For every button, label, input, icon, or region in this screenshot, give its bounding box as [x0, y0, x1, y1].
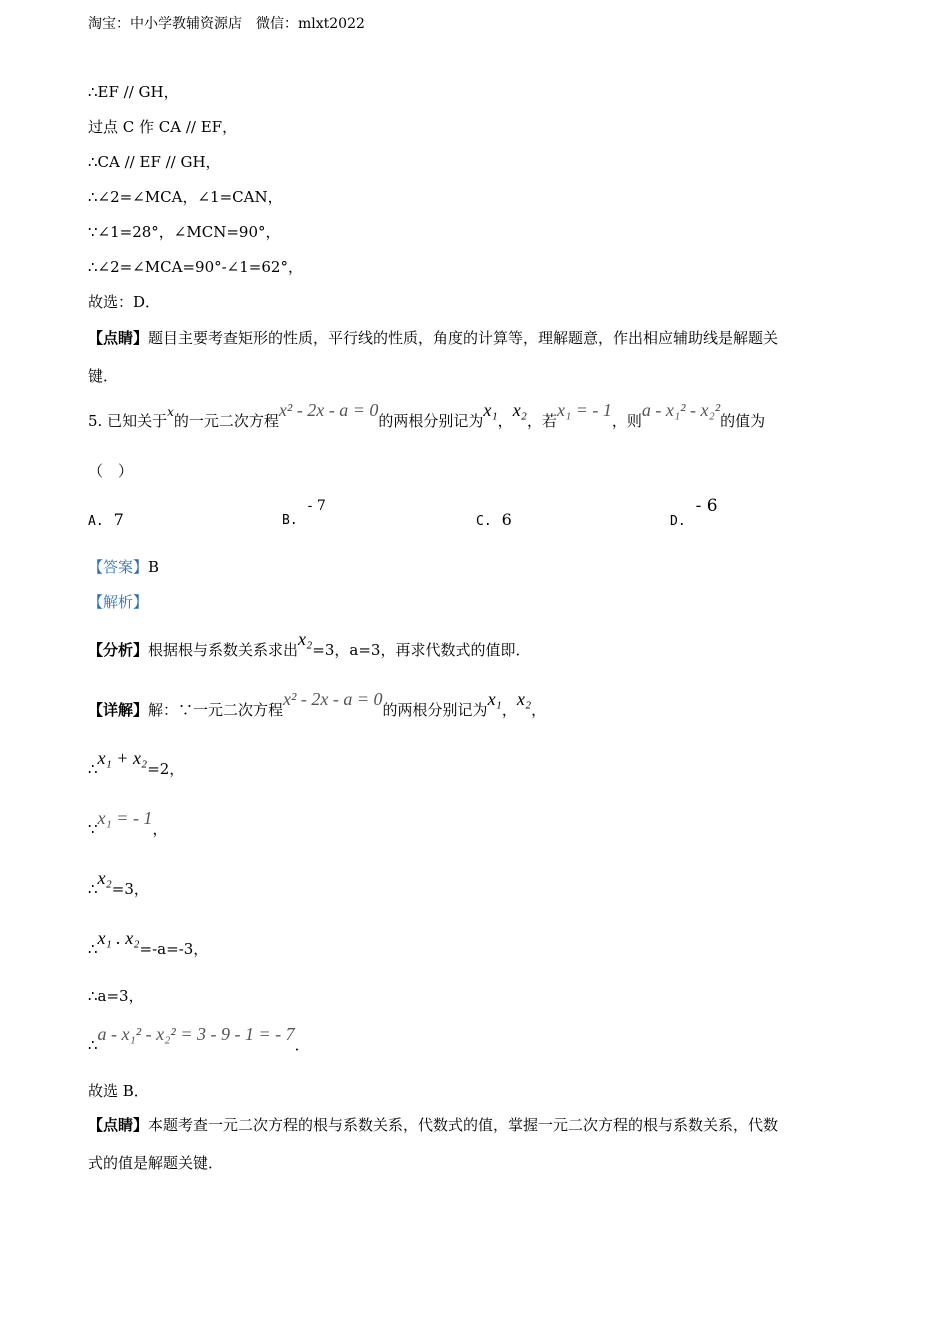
step-7: 故选 B．: [88, 1082, 149, 1100]
final-comment-cont: 式的值是解题关键．: [88, 1154, 224, 1172]
option-b-value: - 7: [307, 498, 326, 514]
question-sep: ，: [497, 412, 513, 430]
step-6-pre: ∴: [88, 1036, 98, 1054]
question-equation: x² - 2x - a = 0: [278, 400, 379, 420]
step-4: [88, 928, 209, 959]
step-3-eq: x₂: [97, 868, 112, 888]
step-4-pre: ∴: [88, 940, 98, 958]
analysis-line: [88, 629, 531, 660]
step-3: [88, 868, 149, 899]
fenxi-x2: x₂: [298, 629, 313, 649]
final-comment-line-1: 本题考查一元二次方程的根与系数关系，代数式的值，掌握一元二次方程的根与系数关系，代数: [148, 1116, 779, 1134]
question-text-1: 的一元二次方程: [173, 412, 279, 430]
fenxi-text-2: =3，a=3，再求代数式的值即．: [312, 641, 531, 659]
prev-line-4: ∴∠2=∠MCA，∠1=CAN，: [88, 188, 283, 206]
answer-value: B: [148, 558, 160, 576]
option-c-label: C.: [476, 514, 492, 529]
step-1: [88, 748, 185, 779]
answer-tag: 【答案】: [88, 558, 149, 576]
fenxi-text-1: 根据根与系数关系求出: [148, 641, 299, 659]
option-b-label: B.: [282, 513, 298, 528]
answer-line: [88, 557, 159, 577]
prev-comment: [88, 328, 778, 348]
step-5: ∴a=3，: [88, 987, 144, 1005]
step-4-eq: x₁ . x₂: [97, 928, 140, 948]
detail-text-2: 的两根分别记为: [382, 701, 488, 719]
step-2-eq: x₁ = - 1: [97, 808, 153, 828]
option-d[interactable]: [670, 496, 718, 530]
step-6: [88, 1024, 310, 1055]
prev-line-1: ∴EF // GH，: [88, 83, 179, 101]
final-comment: [88, 1115, 778, 1135]
fenxi-tag: 【分析】: [88, 641, 149, 659]
question-text-2: 的两根分别记为: [378, 412, 484, 430]
step-2-pre: ∵: [88, 820, 98, 838]
page-header: 淘宝：中小学教辅资源店 微信：mlxt2022: [88, 16, 365, 32]
step-3-pre: ∴: [88, 880, 98, 898]
prev-line-2: 过点 C 作 CA // EF，: [88, 118, 238, 136]
final-comment-tag: 【点睛】: [88, 1116, 149, 1134]
root-x2: x₂: [512, 400, 527, 420]
step-1-eq: x₁ + x₂: [97, 748, 148, 768]
step-2: [88, 808, 168, 839]
prev-line-3: ∴CA // EF // GH，: [88, 153, 221, 171]
prev-line-6: ∴∠2=∠MCA=90°-∠1=62°，: [88, 258, 303, 276]
step-3-post: =3，: [111, 880, 149, 898]
prev-comment-cont: 键．: [88, 367, 119, 385]
detail-x2: x₂: [516, 689, 532, 709]
detail-x1: x₁: [487, 689, 502, 709]
detail-sep: ，: [501, 701, 517, 719]
var-x: x: [167, 405, 174, 419]
detail-line: [88, 689, 547, 720]
question-expression: a - x₁² - x₂²: [641, 400, 721, 420]
option-c[interactable]: [476, 510, 512, 529]
detail-end: ，: [531, 701, 547, 719]
question-text-4: ，则: [611, 412, 642, 430]
question-5: [88, 400, 766, 432]
option-d-label: D.: [670, 514, 686, 529]
step-4-post: =-a=-3，: [139, 940, 209, 958]
comment-tag: 【点睛】: [88, 329, 149, 347]
detail-text-1: 解：∵一元二次方程: [148, 701, 284, 719]
step-2-post: ，: [152, 820, 168, 838]
prev-line-7: 故选：D．: [88, 293, 161, 311]
question-text-5: 的值为: [720, 412, 766, 430]
step-6-eq: a - x₁² - x₂² = 3 - 9 - 1 = - 7: [97, 1024, 295, 1044]
option-d-value: - 6: [695, 496, 718, 516]
question-paren: （ ）: [88, 462, 134, 480]
detail-tag: 【详解】: [88, 701, 149, 719]
comment-text-1: 题目主要考查矩形的性质，平行线的性质，角度的计算等，理解题意，作出相应辅助线是解题关: [148, 329, 779, 347]
option-b[interactable]: [282, 498, 326, 528]
step-6-post: ．: [294, 1036, 310, 1054]
option-a[interactable]: [88, 510, 124, 529]
question-condition: x₁ = - 1: [556, 400, 612, 420]
option-c-value: 6: [501, 510, 512, 529]
analysis-tag: 【解析】: [88, 593, 149, 611]
prev-line-5: ∵∠1=28°，∠MCN=90°，: [88, 223, 281, 241]
root-x1: x₁: [483, 400, 498, 420]
question-text-3: ，若: [526, 412, 557, 430]
step-1-post: =2，: [147, 760, 185, 778]
option-a-value: 7: [113, 510, 124, 529]
option-a-label: A.: [88, 514, 104, 529]
step-1-pre: ∴: [88, 760, 98, 778]
detail-equation: x² - 2x - a = 0: [283, 689, 383, 709]
question-number: 5. 已知关于: [88, 412, 168, 430]
